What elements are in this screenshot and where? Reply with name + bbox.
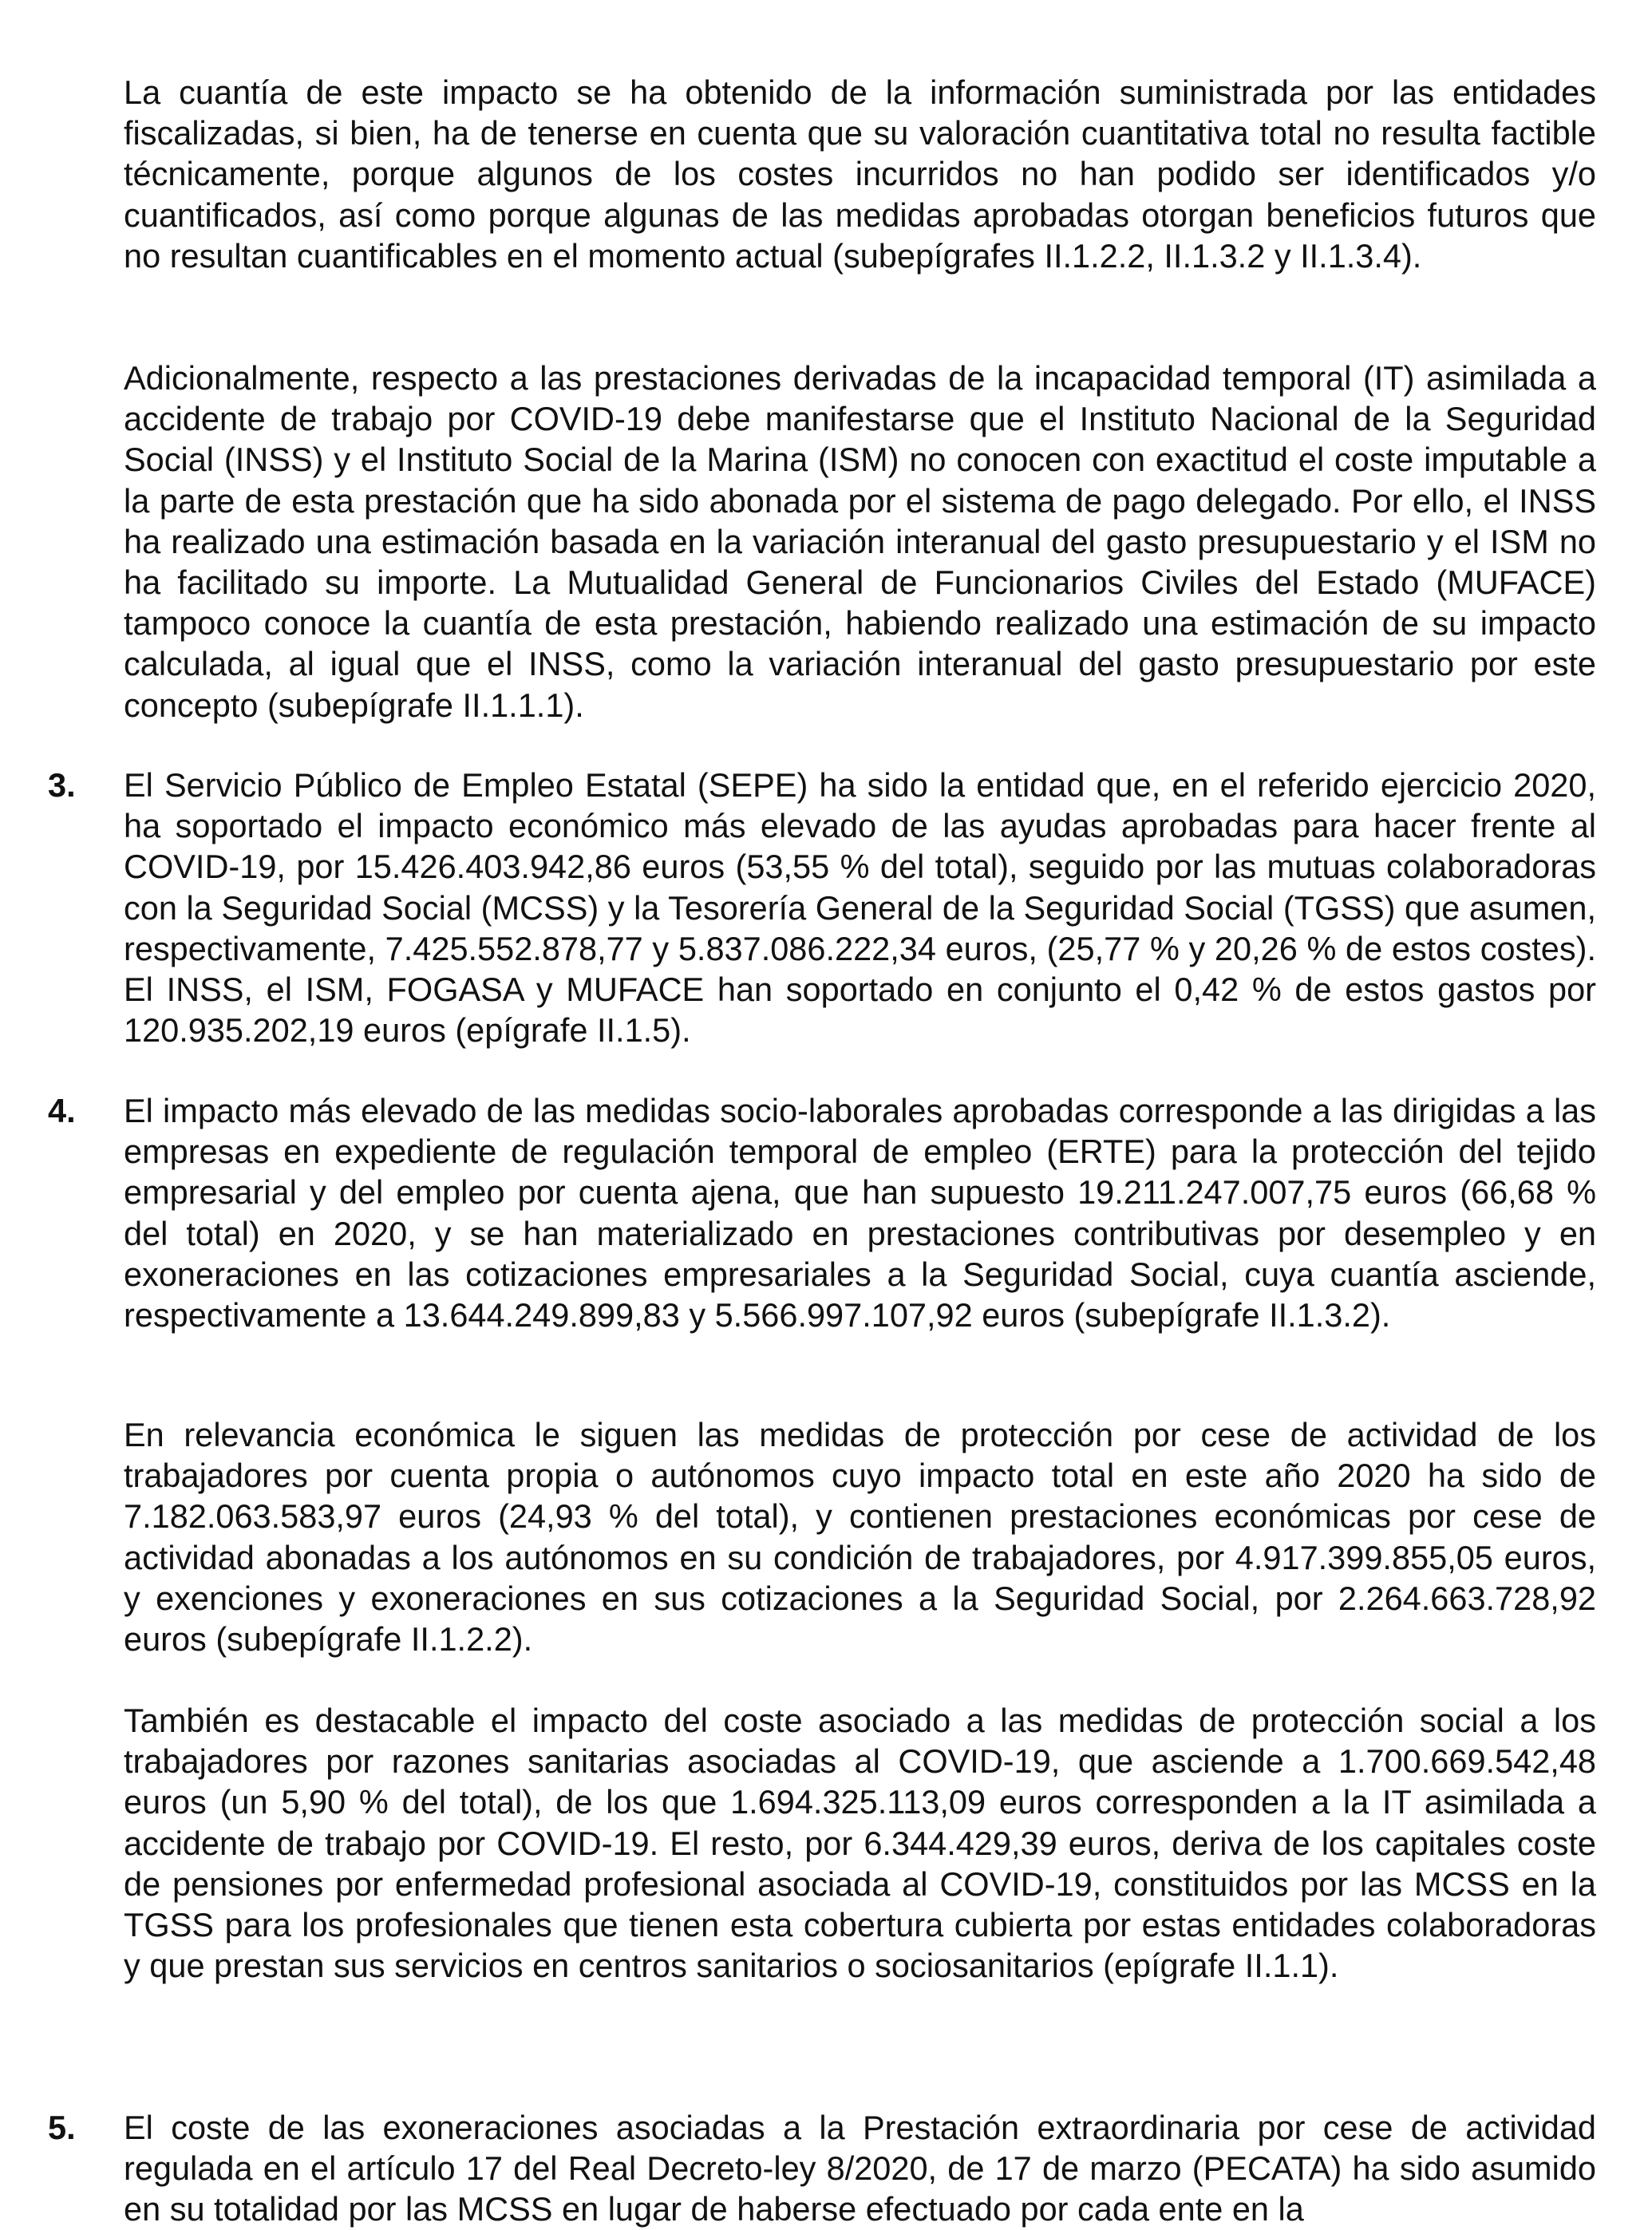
item-number-4: 4. — [48, 1092, 76, 1129]
paragraph-it-prestaciones: Adicionalmente, respecto a las prestaciones derivadas de la incapacidad temporal (IT) asimilada a accidente de trabajo por COVID-19 debe manifestarse que el Instituto Nacional de la Seguridad Social (INSS) y el Instituto Social de la Marina (ISM) no conocen con exactitud el coste imputable a la parte de esta prestación que ha sido abonada por el sistema de pago delegado. Por ello, el INSS ha realizado una estimación basada en la variación interanual del gasto presupuestario y el ISM no ha facilitado su importe. La Mutualidad General de Funcionarios Civiles del Estado (MUFACE) tampoco conoce la cuantía de esta prestación, habiendo realizado una estimación de su impacto calculada, al igual que el INSS, como la variación interanual del gasto presupuestario por este concepto (subepígrafe II.1.1.1). — [124, 359, 1596, 724]
paragraph-erte-impact: El impacto más elevado de las medidas socio-laborales aprobadas corresponde a las dirigidas a las empresas en expediente de regulación temporal de empleo (ERTE) para la protección del tejido empresarial y del empleo por cuenta ajena, que han supuesto 19.211.247.007,75 euros (66,68 % del total) en 2020, y se han materializado en prestaciones contributivas por desempleo y en exoneraciones en las cotizaciones empresariales a la Seguridad Social, cuya cuantía asciende, respectivamente a 13.644.249.899,83 y 5.566.997.107,92 euros (subepígrafe II.1.3.2). — [124, 1092, 1596, 1334]
paragraph-impact-quantification: La cuantía de este impacto se ha obtenido de la información suministrada por las entidades fiscalizadas, si bien, ha de tenerse en cuenta que su valoración cuantitativa total no resulta factible técnicamente, porque algunos de los costes incurridos no han podido ser identificados y/o cuantificados, así como porque algunas de las medidas aprobadas otorgan beneficios futuros que no resultan cuantificables en el momento actual (subepígrafes II.1.2.2, II.1.3.2 y II.1.3.4). — [124, 73, 1596, 275]
paragraph-sanitarias-impact: También es destacable el impacto del coste asociado a las medidas de protección social a los trabajadores por razones sanitarias asociadas al COVID-19, que asciende a 1.700.669.542,48 euros (un 5,90 % del total), de los que 1.694.325.113,09 euros corresponden a la IT asimilada a accidente de trabajo por COVID-19. El resto, por 6.344.429,39 euros, deriva de los capitales coste de pensiones por enfermedad profesional asociada al COVID-19, constituidos por las MCSS en la TGSS para los profesionales que tienen esta cobertura cubierta por estas entidades colaboradoras y que prestan sus servicios en centros sanitarios o sociosanitarios (epígrafe II.1.1). — [124, 1702, 1596, 1985]
paragraph-autonomos-impact: En relevancia económica le siguen las medidas de protección por cese de actividad de los trabajadores por cuenta propia o autónomos cuyo impacto total en este año 2020 ha sido de 7.182.063.583,97 euros (24,93 % del total), y contienen prestaciones económicas por cese de actividad abonadas a los autónomos en su condición de trabajadores, por 4.917.399.855,05 euros, y exenciones y exoneraciones en sus cotizaciones a la Seguridad Social, por 2.264.663.728,92 euros (subepígrafe II.1.2.2). — [124, 1416, 1596, 1659]
paragraph-sepe-impact: El Servicio Público de Empleo Estatal (SEPE) ha sido la entidad que, en el referido ejercicio 2020, ha soportado el impacto económico más elevado de las ayudas aprobadas para hacer frente al COVID-19, por 15.426.403.942,86 euros (53,55 % del total), seguido por las mutuas colaboradoras con la Seguridad Social (MCSS) y la Tesorería General de la Seguridad Social (TGSS) que asumen, respectivamente, 7.425.552.878,77 y 5.837.086.222,34 euros, (25,77 % y 20,26 % de estos costes). El INSS, el ISM, FOGASA y MUFACE han soportado en conjunto el 0,42 % de estos gastos por 120.935.202,19 euros (epígrafe II.1.5). — [124, 766, 1596, 1050]
item-number-5: 5. — [48, 2109, 76, 2146]
paragraph-pecata: El coste de las exoneraciones asociadas a la Prestación extraordinaria por cese de actividad regulada en el artículo 17 del Real Decreto-ley 8/2020, de 17 de marzo (PECATA) ha sido asumido en su totalidad por las MCSS en lugar de haberse efectuado por cada ente en la — [124, 2109, 1596, 2228]
item-number-3: 3. — [48, 766, 76, 804]
